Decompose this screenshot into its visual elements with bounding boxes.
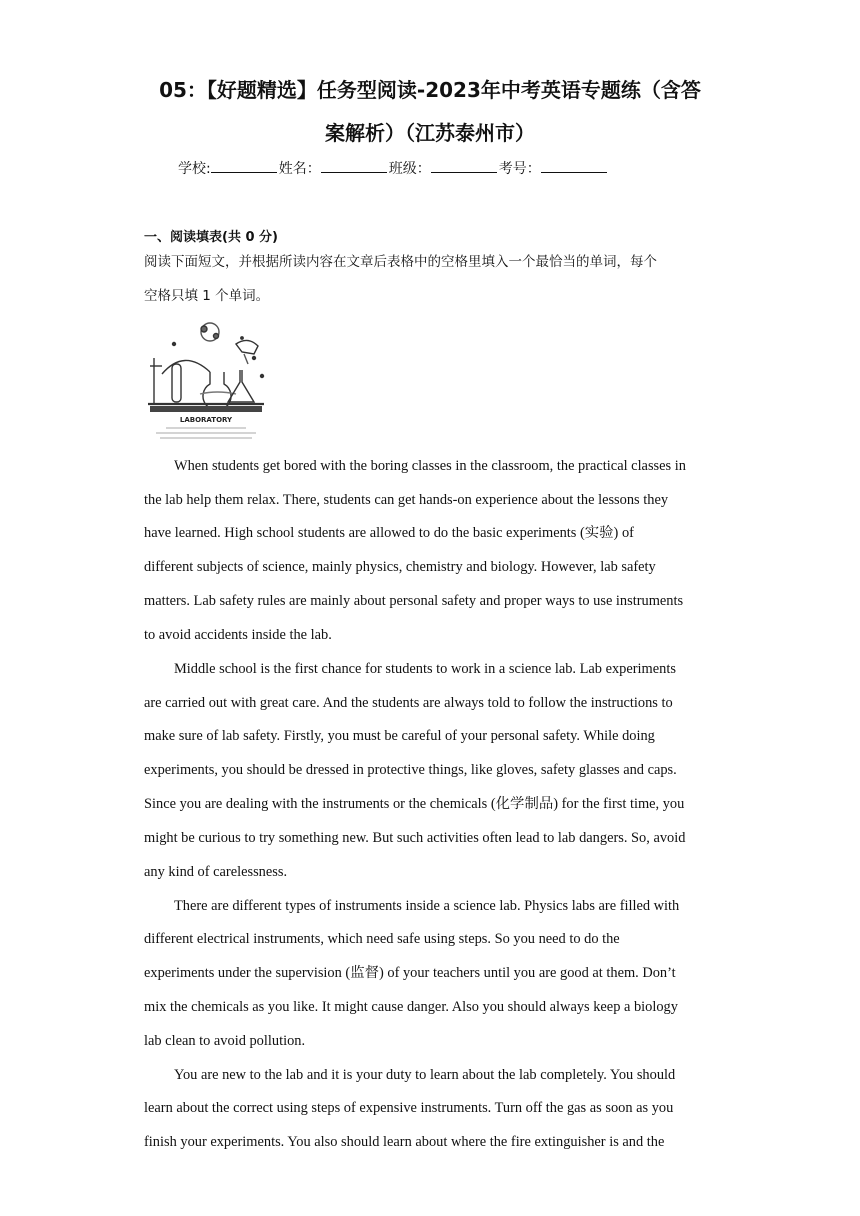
document-title-line2: 案解析）（江苏泰州市） — [325, 121, 535, 145]
laboratory-illustration — [144, 318, 268, 446]
passage-line: lab clean to avoid pollution. — [144, 1033, 306, 1049]
student-info-row — [178, 158, 609, 179]
passage-line: experiments, you should be dressed in protective things, like gloves, safety glasses and caps. — [144, 762, 677, 778]
laboratory-label: LABORATORY — [179, 416, 233, 424]
instruction-line-2: 空格只填 1 个单词。 — [144, 288, 270, 304]
passage-line: different electrical instruments, which need safe using steps. So you need to do the — [144, 931, 620, 947]
passage-line: learn about the correct using steps of expensive instruments. Turn off the gas as soon as you — [144, 1100, 674, 1116]
passage-line: different subjects of science, mainly physics, chemistry and biology. However, lab safety — [144, 559, 656, 575]
document-title-line1: 05：【好题精选】任务型阅读-2023年中考英语专题练（含答 — [159, 78, 701, 102]
passage-line: matters. Lab safety rules are mainly about personal safety and proper ways to use instruments — [144, 593, 684, 609]
class-blank[interactable] — [431, 158, 497, 173]
section-heading: 一、阅读填表(共 0 分) — [144, 230, 278, 245]
instruction-line-1: 阅读下面短文，并根据所读内容在文章后表格中的空格里填入一个最恰当的单词，每个 — [144, 254, 657, 270]
passage-line: Middle school is the first chance for students to work in a science lab. Lab experiments — [174, 661, 676, 677]
passage-line: are carried out with great care. And the students are always told to follow the instructions to — [144, 695, 673, 711]
passage-line: mix the chemicals as you like. It might cause danger. Also you should always keep a biology — [144, 999, 678, 1015]
passage-line: make sure of lab safety. Firstly, you must be careful of your personal safety. While doing — [144, 728, 655, 744]
passage-line: You are new to the lab and it is your duty to learn about the lab completely. You should — [174, 1067, 676, 1083]
name-blank[interactable] — [321, 158, 387, 173]
passage-line: When students get bored with the boring classes in the classroom, the practical classes in — [174, 458, 686, 474]
exam-number-label: 考号： — [498, 161, 541, 177]
passage-line: have learned. High school students are allowed to do the basic experiments (实验) of — [144, 525, 634, 541]
name-label: 姓名： — [278, 161, 321, 177]
passage-line: any kind of carelessness. — [144, 864, 288, 880]
passage-line: to avoid accidents inside the lab. — [144, 627, 332, 643]
school-label: 学校: — [178, 161, 211, 177]
exam-number-blank[interactable] — [541, 158, 607, 173]
class-label: 班级： — [388, 161, 431, 177]
passage-line: There are different types of instruments inside a science lab. Physics labs are filled with — [174, 898, 680, 914]
passage-line: the lab help them relax. There, students can get hands-on experience about the lessons they — [144, 492, 669, 508]
passage-line: experiments under the supervision (监督) of your teachers until you are good at them. Don’t — [144, 965, 676, 981]
passage-line: might be curious to try something new. But such activities often lead to lab dangers. So, avoid — [144, 830, 686, 846]
school-blank[interactable] — [211, 158, 277, 173]
passage-line: Since you are dealing with the instruments or the chemicals (化学制品) for the first time, you — [144, 796, 685, 812]
passage-line: finish your experiments. You also should learn about where the fire extinguisher is and the — [144, 1134, 665, 1150]
